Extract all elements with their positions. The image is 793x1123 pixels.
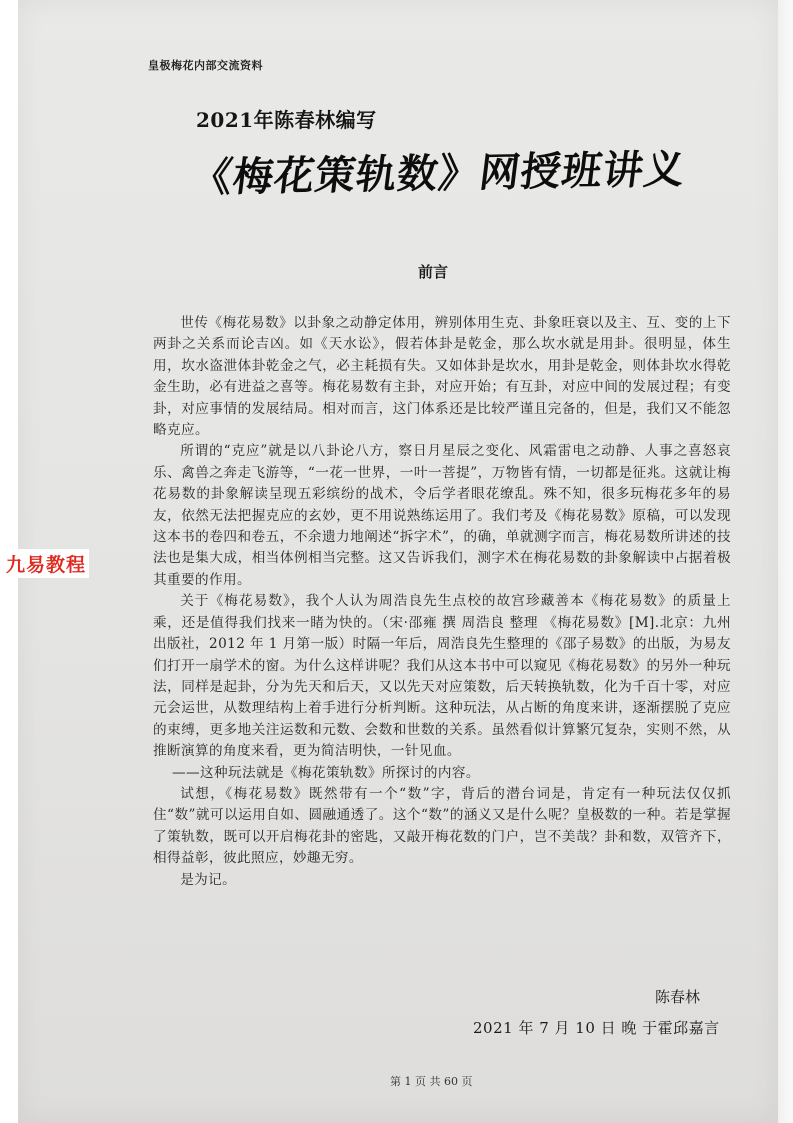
page-edge <box>778 0 793 1123</box>
document-page <box>18 0 778 1123</box>
author-signature: 陈春林 <box>655 988 701 1006</box>
preface-heading: 前言 <box>418 263 449 281</box>
handwritten-title: 《梅花策轨数》网授班讲义 <box>189 145 689 202</box>
paragraph: 世传《梅花易数》以卦象之动静定体用，辨别体用生克、卦象旺衰以及主、互、变的上下两卦之关系而论吉凶。如《天水讼》，假若体卦是乾金，那么坎水就是用卦。很明显，体生用，坎水盗泄体卦乾金之气，必主耗损有失。又如体卦是坎水，用卦是乾金，则体卦坎水得乾金生助，必有进益之喜等。梅花易数有主卦，对应开始；有互卦，对应中间的发展过程；有变卦，对应事情的发展结局。相对而言，这门体系还是比较严谨且完备的，但是，我们又不能忽略克应。 <box>153 315 731 439</box>
compiler-line: 2021年陈春林编写 <box>196 108 377 132</box>
header-note: 皇极梅花内部交流资料 <box>148 59 263 72</box>
paragraph: 关于《梅花易数》，我个人认为周浩良先生点校的故宫珍藏善本《梅花易数》的质量上乘，还是值得我们找来一睹为快的。（宋·邵雍 撰 周浩良 整理 《梅花易数》[M].北京：九州出版社，2012 年 1 月第一版）时隔一年后，周浩良先生整理的《邵子易数》的出版，为易友们打开一扇学术的窗。为什么这样讲呢？我们从这本书中可以窥见《梅花易数》的另外一种玩法，同样是起卦，分为先天和后天，又以先天对应策数，后天转换轨数，化为千百十零，对应元会运世，从数理结构上着手进行分析判断。这种玩法，从占断的角度来讲，逐渐摆脱了克应的束缚，更多地关注运数和元数、会数和世数的关系。虽然看似计算繁冗复杂，实则不然，从推断演算的角度来看，更为简洁明快，一针见血。 <box>153 593 731 760</box>
preface-body <box>153 313 731 891</box>
paragraph: 所谓的“克应”就是以八卦论八方，察日月星辰之变化、风霜雷电之动静、人事之喜怒哀乐、禽兽之奔走飞游等，“一花一世界，一叶一菩提”，万物皆有情，一切都是征兆。这就让梅花易数的卦象解读呈现五彩缤纷的战术，令后学者眼花缭乱。殊不知，很多玩梅花多年的易友，依然无法把握克应的玄妙，更不用说熟练运用了。我们考及《梅花易数》原稿，可以发现这本书的卷四和卷五，不余遗力地阐述“拆字术”，的确，单就测字而言，梅花易数所讲述的技法也是集大成，相当体例相当完整。这又告诉我们，测字术在梅花易数的卦象解读中占据着极其重要的作用。 <box>153 443 731 588</box>
date-line: 2021 年 7 月 10 日 晚 于霍邱嘉言 <box>473 1019 720 1037</box>
paragraph: 试想，《梅花易数》既然带有一个“数”字，背后的潜台词是，肯定有一种玩法仅仅抓住“数”就可以运用自如、圆融通透了。这个“数”的涵义又是什么呢？皇极数的一种。若是掌握了策轨数，既可以开启梅花卦的密匙，又敲开梅花数的门户，岂不美哉？卦和数，双管齐下，相得益彰，彼此照应，妙趣无穷。 <box>153 785 731 867</box>
paragraph: ——这种玩法就是《梅花策轨数》所探讨的内容。 <box>172 764 480 781</box>
page-footer: 第 1 页 共 60 页 <box>390 1075 473 1088</box>
watermark-label: 九易教程 <box>3 549 89 578</box>
paragraph: 是为记。 <box>180 871 237 888</box>
